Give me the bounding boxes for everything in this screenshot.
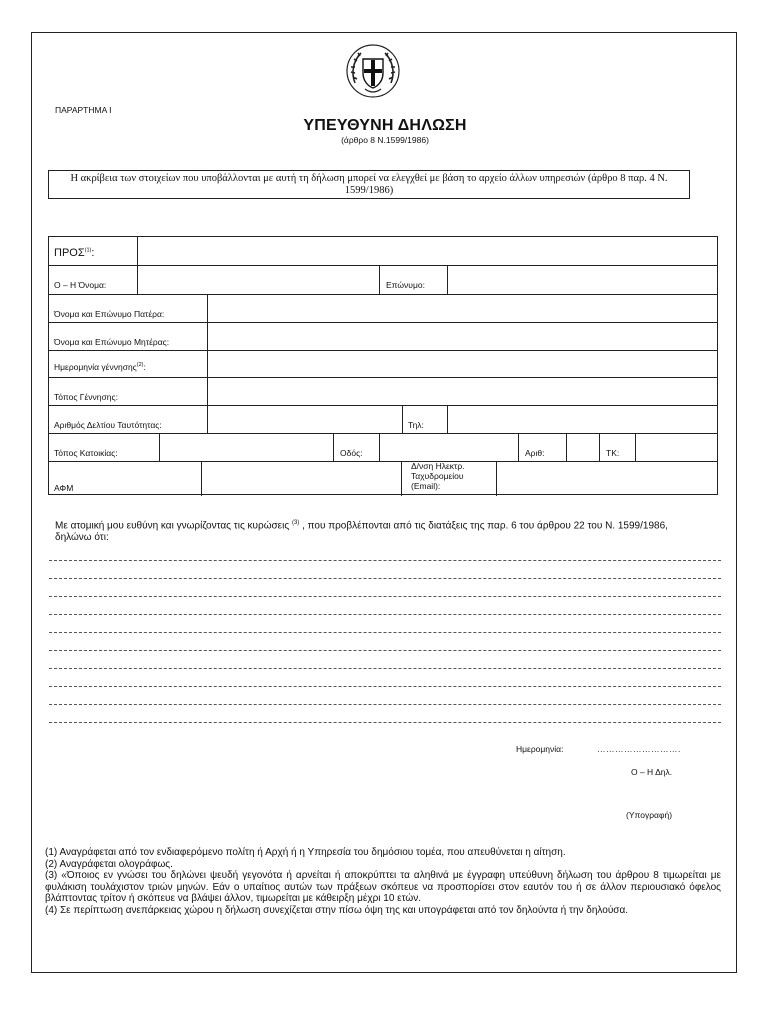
declaration-writing-line <box>49 578 721 579</box>
form-col-divider <box>518 433 519 461</box>
first-name-label: Ο – Η Όνομα: <box>54 280 107 290</box>
form-col-divider <box>447 265 448 294</box>
email-label: Δ/νση Ηλεκτρ. Ταχυδρομείου (Email): <box>411 461 465 491</box>
form-col-divider <box>635 433 636 461</box>
birthdate-label <box>54 362 146 372</box>
declaration-writing-line <box>49 704 721 705</box>
annex-label: ΠΑΡΑΡΤΗΜΑ Ι <box>55 105 112 115</box>
accuracy-notice-box <box>48 170 690 199</box>
declaration-writing-line <box>49 722 721 723</box>
declaration-writing-line <box>49 560 721 561</box>
declaration-text-end: , που προβλέπονται από τις διατάξεις της παρ. 6 του άρθρου 22 του Ν. 1599/1986, δηλώνω ότι: <box>55 520 668 544</box>
footnotes <box>45 847 721 916</box>
birthdate-label-text: Ημερομηνία γέννησης <box>54 362 137 372</box>
birthdate-label-colon: : <box>143 362 146 372</box>
form-row-divider <box>49 405 717 406</box>
tax-id-label: ΑΦΜ <box>54 483 74 493</box>
form-col-divider <box>379 433 380 461</box>
form-row-divider <box>49 461 717 462</box>
birthdate-footnote-ref: (2) <box>136 362 144 369</box>
form-col-divider <box>566 433 567 461</box>
phone-label: Τηλ: <box>408 420 424 430</box>
form-row-divider <box>49 350 717 351</box>
declaration-statement <box>55 517 705 544</box>
form-col-divider <box>201 461 202 496</box>
form-row-divider <box>49 433 717 434</box>
to-label-colon: : <box>91 247 95 259</box>
father-name-label: Όνομα και Επώνυμο Πατέρα: <box>54 309 165 319</box>
form-row-divider <box>49 377 717 378</box>
declarant-label: Ο – Η Δηλ. <box>631 767 673 777</box>
form-col-divider <box>599 433 600 461</box>
declaration-writing-line <box>49 686 721 687</box>
document-subtitle: (άρθρο 8 Ν.1599/1986) <box>341 135 429 145</box>
declaration-writing-line <box>49 614 721 615</box>
footnote-2: (2) Αναγράφεται ολογράφως. <box>45 858 173 870</box>
residence-label: Τόπος Κατοικίας: <box>54 448 118 458</box>
surname-label: Επώνυμο: <box>386 280 425 290</box>
form-col-divider <box>207 294 208 433</box>
form-col-divider <box>137 237 138 294</box>
mother-name-label: Όνομα και Επώνυμο Μητέρας: <box>54 337 170 347</box>
form-col-divider <box>333 433 334 461</box>
declaration-writing-line <box>49 668 721 669</box>
accuracy-notice-text: Η ακρίβεια των στοιχείων που υποβάλλονται με αυτή τη δήλωση μπορεί να ελεγχθεί με βάση το αρχείο άλλων υπηρεσιών (άρθρο 8 παρ. 4 Ν. 1599/1986) <box>70 173 668 196</box>
to-label-text: ΠΡΟΣ <box>54 247 85 259</box>
declaration-footnote-ref: (3) <box>291 520 300 526</box>
date-placeholder: ………………………. <box>597 744 681 754</box>
declaration-text-start: Με ατομική μου ευθύνη και γνωρίζοντας τις κυρώσεις <box>55 520 292 532</box>
form-col-divider <box>159 433 160 461</box>
street-number-label: Αριθ: <box>525 448 545 458</box>
id-card-label: Αριθμός Δελτίου Ταυτότητας: <box>54 420 162 430</box>
form-row-divider <box>49 294 717 295</box>
footnote-4: (4) Σε περίπτωση ανεπάρκειας χώρου η δήλωση συνεχίζεται στην πίσω όψη της και υπογράφεται από τον δηλούντα ή την δηλούσα. <box>45 904 629 916</box>
birthplace-label: Τόπος Γέννησης: <box>54 392 118 402</box>
date-label: Ημερομηνία: <box>516 744 564 754</box>
declaration-writing-line <box>49 632 721 633</box>
form-col-divider <box>496 461 497 496</box>
greek-coat-of-arms-icon <box>345 43 401 99</box>
declaration-writing-line <box>49 650 721 651</box>
form-col-divider <box>447 405 448 433</box>
postcode-label: ΤΚ: <box>606 448 620 458</box>
footnote-1: (1) Αναγράφεται από τον ενδιαφερόμενο πολίτη ή Αρχή ή η Υπηρεσία του δημόσιου τομέα, που απευθύνεται η αίτηση. <box>45 847 566 858</box>
document-page <box>31 32 737 973</box>
document-title: ΥΠΕΥΘΥΝΗ ΔΗΛΩΣΗ <box>303 117 467 134</box>
form-row-divider <box>49 322 717 323</box>
form-col-divider <box>402 405 403 433</box>
signature-label: (Υπογραφή) <box>626 810 673 820</box>
to-footnote-ref: (1) <box>84 247 92 254</box>
personal-details-form <box>48 236 718 495</box>
declaration-writing-line <box>49 596 721 597</box>
form-col-divider <box>401 461 402 496</box>
footnote-3: (3) «Όποιος εν γνώσει του δηλώνει ψευδή γεγονότα ή αρνείται ή αποκρύπτει τα αληθινά με έγγραφη υπεύθυνη δήλωση του άρθρου 8 τιμωρείται με φυλάκιση τουλάχιστον τριών μηνών. Εάν ο υπαίτιος αυτών των πράξεων σκόπευε να προσπορίσει στον εαυτόν του ή σε άλλον περιουσιακό όφελος βλάπτοντας τρίτον ή σκόπευε να βλάψει άλλον, τιμωρείται με κάθειρξη μέχρι 10 ετών. <box>45 870 721 904</box>
street-label: Οδός: <box>340 448 363 458</box>
form-col-divider <box>379 265 380 294</box>
form-row-divider <box>49 265 717 266</box>
to-label <box>54 247 94 259</box>
